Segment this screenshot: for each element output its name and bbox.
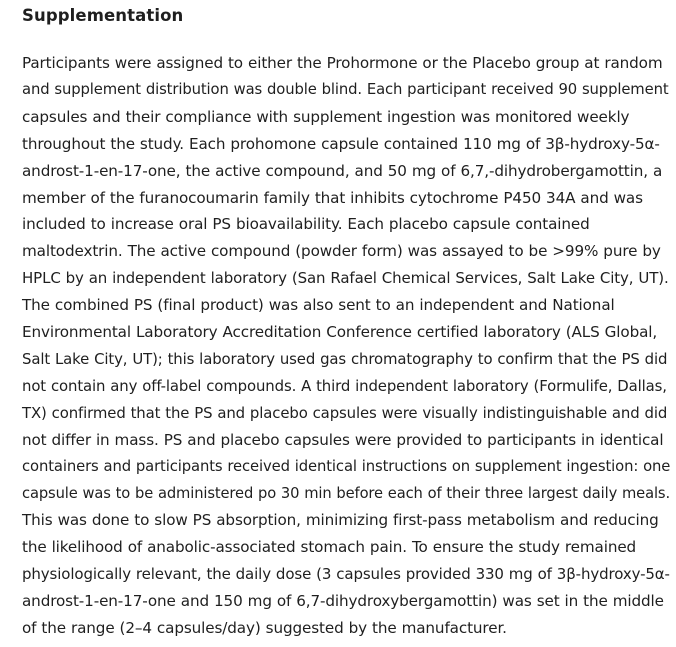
paragraph-line: not differ in mass. PS and placebo capsules were provided to participants in identical	[22, 430, 664, 449]
paragraph-line: physiologically relevant, the daily dose (3 capsules provided 330 mg of 3β-hydroxy-5α-	[22, 565, 670, 584]
paragraph-line: capsule was to be administered po 30 min before each of their three largest daily meals.	[22, 484, 671, 502]
paragraph-line: containers and participants received identical instructions on supplement ingestion: one	[22, 457, 671, 475]
paragraph-line: The combined PS (final product) was also sent to an independent and National	[22, 296, 615, 315]
paragraph-line: Participants were assigned to either the Prohormone or the Placebo group at random	[22, 54, 663, 72]
paragraph-line: not contain any off-label compounds. A third independent laboratory (Formulife, Dallas,	[22, 376, 667, 395]
paragraph-line: member of the furanocoumarin family that inhibits cytochrome P450 34A and was	[22, 188, 643, 207]
paragraph-line: and supplement distribution was double blind. Each participant received 90 supplement	[22, 80, 669, 98]
section-heading: Supplementation	[22, 6, 184, 25]
paragraph-line: included to increase oral PS bioavailability. Each placebo capsule contained	[22, 215, 590, 234]
paragraph-line: This was done to slow PS absorption, minimizing first-pass metabolism and reducing	[22, 511, 659, 530]
paragraph-line: the likelihood of anabolic-associated stomach pain. To ensure the study remained	[22, 538, 637, 557]
paragraph-line: maltodextrin. The active compound (powder form) was assayed to be >99% pure by	[22, 242, 661, 261]
paragraph-line: Salt Lake City, UT); this laboratory used gas chromatography to confirm that the PS did	[22, 349, 668, 368]
paragraph-line: of the range (2–4 capsules/day) suggested by the manufacturer.	[22, 619, 507, 638]
paragraph-line: capsules and their compliance with supplement ingestion was monitored weekly	[22, 107, 630, 126]
paragraph-line: Environmental Laboratory Accreditation Conference certified laboratory (ALS Global,	[22, 323, 658, 342]
paragraph-line: TX) confirmed that the PS and placebo capsules were visually indistinguishable and did	[22, 403, 668, 422]
paragraph-line: androst-1-en-17-one and 150 mg of 6,7-dihydroxybergamottin) was set in the middle	[22, 592, 664, 611]
paragraph-line: HPLC by an independent laboratory (San Rafael Chemical Services, Salt Lake City, UT).	[22, 269, 669, 288]
body-paragraph	[22, 50, 671, 642]
paragraph-line: throughout the study. Each prohomone capsule contained 110 mg of 3β-hydroxy-5α-	[22, 134, 660, 153]
paragraph-line: androst-1-en-17-one, the active compound, and 50 mg of 6,7,-dihydrobergamottin, a	[22, 161, 663, 180]
